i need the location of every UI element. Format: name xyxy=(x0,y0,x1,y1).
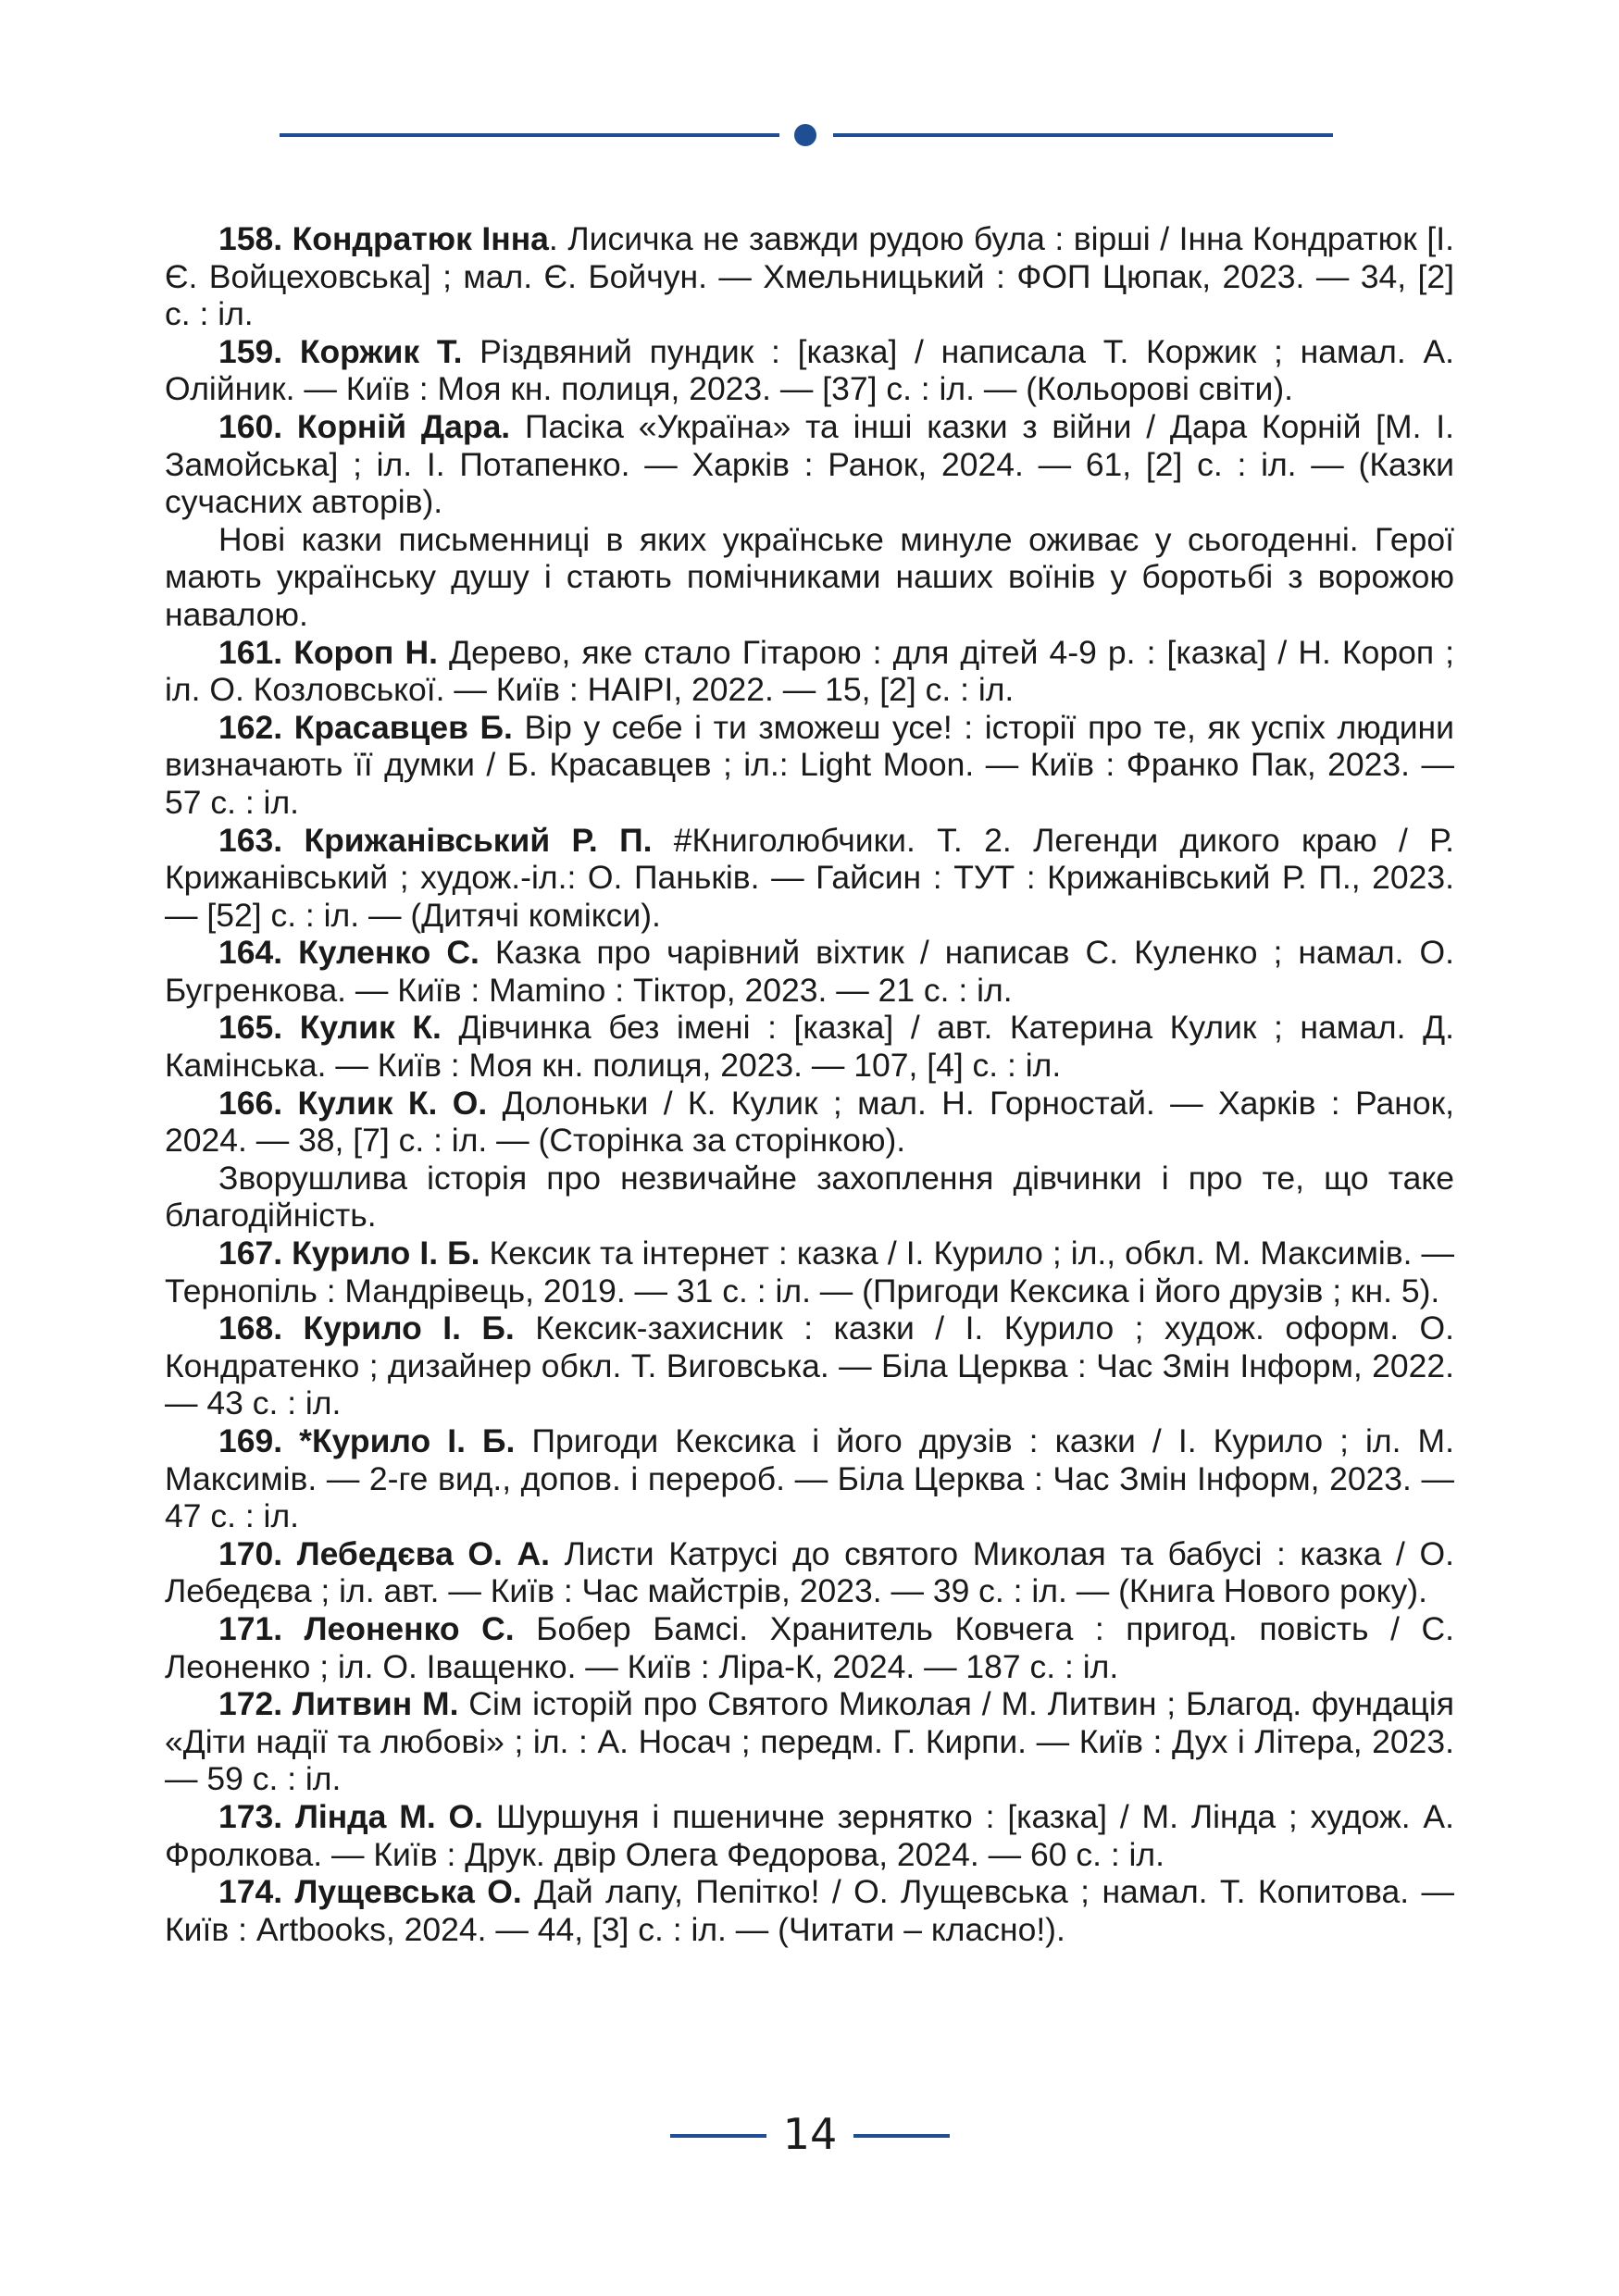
entry-161 xyxy=(165,634,1454,709)
entry-number: 165. xyxy=(218,1009,283,1047)
entry-heading xyxy=(218,1535,550,1572)
entry-160 xyxy=(165,408,1454,521)
entry-author: *Курило І. Б. xyxy=(299,1422,516,1459)
entry-171 xyxy=(165,1610,1454,1685)
entry-text: Вір у себе і ти зможеш усе! : історії про те, як успіх людини визначають її думки / Б. Красавцев ; іл.: Light Moon. — Київ : Франко Пак, 2023. — 57 с. : іл. xyxy=(165,708,1454,821)
entry-number: 161. xyxy=(218,633,283,671)
entry-167 xyxy=(165,1235,1454,1309)
entry-number: 160. xyxy=(218,407,283,445)
footer-rule-left xyxy=(670,2134,766,2138)
entry-number: 162. xyxy=(218,708,283,746)
entry-text: Дерево, яке стало Гітарою : для дітей 4-9 р. : [казка] / Н. Короп ; іл. О. Козловської. — Київ : НАІРІ, 2022. — 15, [2] с. : іл. xyxy=(165,633,1454,709)
entry-heading xyxy=(218,1085,487,1122)
entry-number: 169. xyxy=(218,1422,283,1459)
entry-text: Листи Катрусі до святого Миколая та бабусі : казка / О. Лебедєва ; іл. авт. — Київ : Час майстрів, 2023. — 39 с. : іл. — (Книга Нового року). xyxy=(165,1534,1454,1610)
entry-heading xyxy=(218,1422,515,1459)
entry-author: Корній Дара. xyxy=(296,407,511,445)
entry-169 xyxy=(165,1422,1454,1535)
entry-heading xyxy=(218,1009,442,1046)
entry-number: 172. xyxy=(218,1685,283,1723)
entry-174 xyxy=(165,1873,1454,1948)
entry-number: 173. xyxy=(218,1797,283,1835)
footer-rule-right xyxy=(853,2134,950,2138)
header-dot xyxy=(794,124,816,146)
entry-text: . Лисичка не завжди рудою була : вірші / Інна Кондратюк [І. Є. Войцеховська] ; мал. Є. Бойчун. — Хмельницький : ФОП Цюпак, 2023. — 34, [2] с. : іл. xyxy=(165,220,1454,333)
entry-165 xyxy=(165,1009,1454,1084)
entry-text: Дай лапу, Пепітко! / О. Лущевська ; намал. Т. Копитова. —Київ : Artbooks, 2024. — 44, [3] с. : іл. — (Читати – класно!). xyxy=(165,1873,1454,1948)
entry-author: Кулик К. xyxy=(299,1009,442,1047)
entry-text: Шуршуня і пшеничне зернятко : [казка] / М. Лінда ; худож. А. Фролкова. — Київ : Друк. двір Олега Федорова, 2024. — 60 с. : іл. xyxy=(165,1797,1454,1873)
entry-text: #Книголюбчики. Т. 2. Легенди дикого краю / Р. Крижанівський ; худож.-іл.: О. Паньків. — Гайсин : ТУТ : Крижанівський Р. П., 2023. — [52] с. : іл. — (Дитячі комікси). xyxy=(165,821,1454,934)
entry-number: 167. xyxy=(218,1235,283,1272)
entry-170 xyxy=(165,1535,1454,1610)
entry-author: Куленко С. xyxy=(298,934,479,972)
entry-163 xyxy=(165,822,1454,935)
entry-heading xyxy=(218,1309,515,1347)
entry-number: 159. xyxy=(218,332,283,370)
entry-number: 171. xyxy=(218,1609,283,1647)
entry-number: 166. xyxy=(218,1084,283,1122)
entry-text: Сім історій про Святого Миколая / М. Литвин ; Благод. фундація «Діти надії та любові» ; іл. : А. Носач ; передм. Г. Кирпи. — Київ : Дух і Літера, 2023. — 59 с. : іл. xyxy=(165,1685,1454,1798)
entry-text: Різдвяний пундик : [казка] / написала Т. Коржик ; намал. А. Олійник. — Київ : Моя кн. полиця, 2023. — [37] с. : іл. — (Кольорові світи). xyxy=(165,332,1454,408)
entry-number: 174. xyxy=(218,1873,283,1911)
entry-text: Кексик та інтернет : казка / І. Курило ; іл., обкл. М. Максимів. — Тернопіль : Мандрівець, 2019. — 31 с. : іл. — (Пригоди Кексика і його друзів ; кн. 5). xyxy=(165,1235,1454,1309)
entry-164 xyxy=(165,934,1454,1009)
entry-author: Лінда М. О. xyxy=(294,1797,484,1835)
annotation-160: Нові казки письменниці в яких українське минуле оживає у сьогоденні. Герої мають українську душу і стають помічниками наших воїнів у боротьбі з ворожою навалою. xyxy=(165,520,1454,633)
entry-author: Курило І. Б. xyxy=(303,1309,515,1347)
entry-text: Пасіка «Україна» та інші казки з війни / Дара Корній [М. І. Замойська] ; іл. І. Потапенко. — Харків : Ранок, 2024. — 61, [2] с. : іл. — (Казки сучасних авторів). xyxy=(165,407,1455,521)
bibliography-list xyxy=(165,220,1454,1948)
entry-173 xyxy=(165,1798,1454,1873)
entry-author: Короп Н. xyxy=(293,633,438,671)
entry-159 xyxy=(165,333,1454,408)
header-rule-right xyxy=(833,133,1333,137)
entry-author: Литвин М. xyxy=(292,1685,459,1723)
entry-text: Кексик-захисник : казки / І. Курило ; худож. оформ. О. Кондратенко ; дизайнер обкл. Т. Виговська. — Біла Церква : Час Змін Інформ, 2022. — 43 с. : іл. xyxy=(165,1309,1454,1422)
entry-166 xyxy=(165,1085,1454,1160)
entry-heading xyxy=(218,1235,480,1272)
entry-heading xyxy=(218,634,438,671)
entry-text: Казка про чарівний віхтик / написав С. Куленко ; намал. О. Бугренкова. — Київ : Mamino : Тіктор, 2023. — 21 с. : іл. xyxy=(165,934,1455,1009)
annotation-166: Зворушлива історія про незвичайне захоплення дівчинки і про те, що таке благодійність. xyxy=(165,1159,1454,1235)
entry-text: Дівчинка без імені : [казка] / авт. Катерина Кулик ; намал. Д. Камінська. — Київ : Моя кн. полиця, 2023. — 107, [4] с. : іл. xyxy=(165,1009,1454,1085)
entry-author: Крижанівський Р. П. xyxy=(304,821,653,859)
entry-heading xyxy=(218,333,462,370)
entry-heading xyxy=(218,1873,522,1910)
entry-author: Курило І. Б. xyxy=(292,1235,480,1272)
entry-number: 158. xyxy=(218,220,283,257)
entry-heading xyxy=(218,822,652,859)
entry-158 xyxy=(165,220,1454,333)
entry-text: Бобер Бамсі. Хранитель Ковчега : пригод. повість / С. Леоненко ; іл. О. Іващенко. — Київ : Ліра-К, 2024. — 187 с. : іл. xyxy=(165,1609,1454,1685)
entry-number: 170. xyxy=(218,1534,283,1572)
entry-author: Красавцев Б. xyxy=(293,708,513,746)
entry-heading xyxy=(218,220,549,257)
entry-author: Лебедєва О. А. xyxy=(296,1534,551,1572)
entry-heading xyxy=(218,1685,458,1722)
entry-author: Кулик К. О. xyxy=(297,1084,488,1122)
entry-text: Пригоди Кексика і його друзів : казки / І. Курило ; іл. М. Максимів. — 2-ге вид., допов. і перероб. — Біла Церква : Час Змін Інформ, 2023. — 47 с. : іл. xyxy=(165,1422,1454,1535)
entry-author: Лущевська О. xyxy=(294,1873,522,1911)
entry-author: Коржик Т. xyxy=(299,332,463,370)
entry-heading xyxy=(218,1798,483,1835)
entry-author: Леоненко С. xyxy=(304,1609,515,1647)
entry-heading xyxy=(218,408,510,445)
entry-172 xyxy=(165,1685,1454,1798)
header-rule-left xyxy=(280,133,779,137)
entry-number: 164. xyxy=(218,934,283,972)
entry-number: 168. xyxy=(218,1309,283,1347)
entry-text: Долоньки / К. Кулик ; мал. Н. Горностай. — Харків : Ранок, 2024. — 38, [7] с. : іл. — (Сторінка за сторінкою). xyxy=(165,1084,1454,1160)
entry-number: 163. xyxy=(218,821,283,859)
entry-author: Кондратюк Інна xyxy=(292,220,549,257)
entry-heading xyxy=(218,1610,515,1647)
entry-heading xyxy=(218,709,513,746)
page-number: 14 xyxy=(782,2109,838,2159)
entry-168 xyxy=(165,1309,1454,1422)
entry-heading xyxy=(218,934,479,971)
entry-162 xyxy=(165,709,1454,822)
